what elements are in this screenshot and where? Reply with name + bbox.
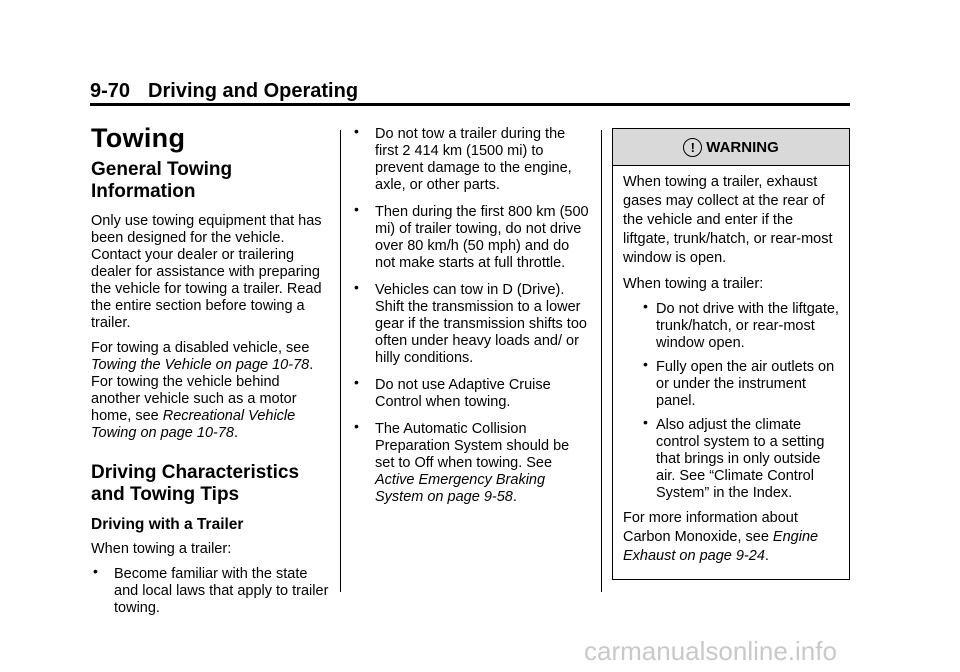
bullet-icon: • [93,563,98,579]
bullet-list [352,123,592,506]
recreational-towing-link[interactable]: Recreational Vehicle Towing on page 10-78 [91,408,296,441]
header-rule [90,103,850,106]
general-towing-heading: General Towing Information [91,159,233,202]
intro-paragraph: Only use towing equipment that has been designed for the vehicle. Contact your dealer or trailering dealer for assistance with preparing the vehicle for towing a trailer. Read the entire section before towing a trailer. [91,213,322,331]
warning-header [613,129,849,166]
column-1 [91,120,331,627]
when-towing-text: When towing a trailer: [91,541,232,557]
towing-vehicle-link[interactable]: Towing the Vehicle on page 10-78 [91,357,310,373]
braking-system-link[interactable]: Active Emergency Braking System on page 9-58 [375,472,546,505]
list-item: • Become familiar with the state and local laws that apply to trailer towing. [93,563,329,616]
bullet-list [91,563,331,617]
driving-characteristics-heading: Driving Characteristics and Towing Tips [91,462,300,505]
watermark: carmanualsonline.info [584,636,837,666]
warning-paragraph: For more information about Carbon Monoxide, see Engine Exhaust on page 9-24. [623,510,819,564]
bullet-icon: • [643,298,648,314]
list-item: • Do not tow a trailer during the first 2 414 km (1500 mi) to prevent damage to the engine, axle, or other parts. [354,123,572,193]
column-divider [601,130,602,592]
bullet-icon: • [354,201,359,217]
bullet-icon: • [643,414,648,430]
warning-title: WARNING [706,138,779,156]
list-item: • Do not drive with the liftgate, trunk/hatch, or rear-most window open. [643,298,839,351]
list-item: • Fully open the air outlets on or under the instrument panel. [643,356,835,409]
column-divider [340,130,341,592]
towing-heading: Towing [91,123,186,153]
warning-bullet-list [633,298,839,502]
warning-paragraph: When towing a trailer, exhaust gases may collect at the rear of the vehicle and enter if the liftgate, trunk/hatch, or rear-most window is open. [623,174,833,266]
bullet-icon: • [354,374,359,390]
driving-trailer-heading: Driving with a Trailer [91,516,244,533]
disabled-vehicle-paragraph: For towing a disabled vehicle, see Towing the Vehicle on page 10-78. For towing the vehicle behind another vehicle such as a motor home, see Recreational Vehicle Towing on page 10-78. [91,340,314,441]
bullet-icon: • [354,418,359,434]
list-item: • The Automatic Collision Preparation System should be set to Off when towing. See Active Emergency Braking System on page 9-58. [354,418,570,505]
section-title: Driving and Operating [148,80,359,102]
warning-icon: ! [683,138,702,157]
engine-exhaust-link[interactable]: Engine Exhaust on page 9-24 [623,529,819,564]
list-item: • Then during the first 800 km (500 mi) of trailer towing, do not drive over 80 km/h (50 mph) and do not make starts at full throttle. [354,201,589,271]
bullet-icon: • [354,123,359,139]
bullet-icon: • [354,279,359,295]
warning-paragraph: When towing a trailer: [623,276,764,292]
warning-box [612,128,850,580]
page-header [90,80,358,103]
bullet-icon: • [643,356,648,372]
page-number: 9-70 [90,80,131,102]
warning-body [613,166,849,579]
list-item: • Do not use Adaptive Cruise Control when towing. [354,374,551,410]
list-item: • Vehicles can tow in D (Drive). Shift the transmission to a lower gear if the transmission shifts too often under heavy loads and/ or hilly conditions. [354,279,587,366]
list-item: • Also adjust the climate control system to a setting that brings in only outside air. See “Climate Control System” in the Index. [643,414,825,501]
column-2 [352,123,592,516]
